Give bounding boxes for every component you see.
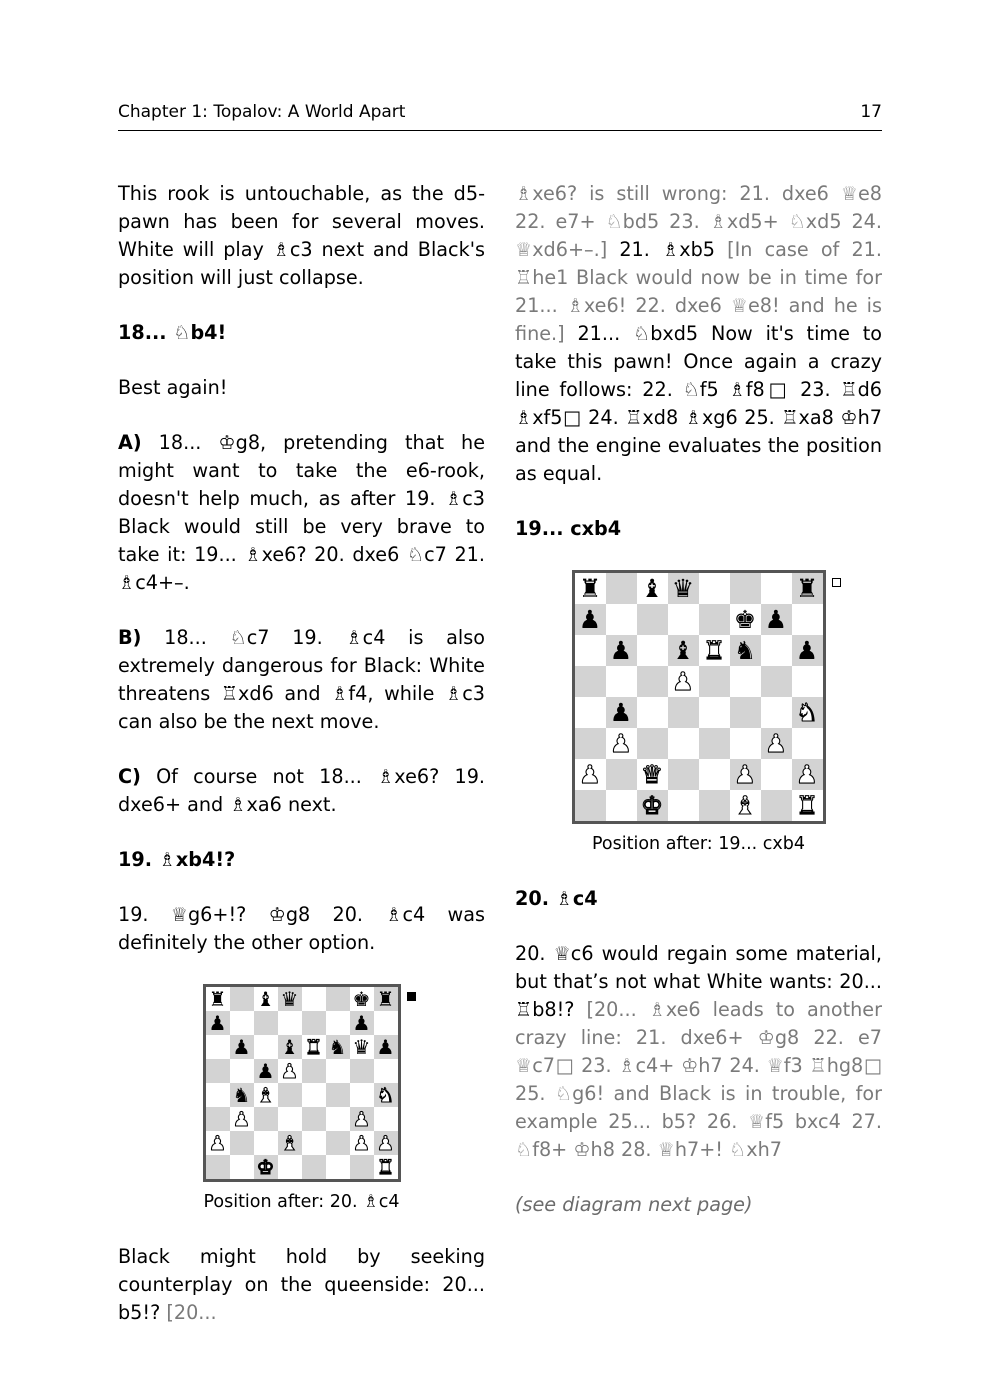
- board-square: [637, 790, 668, 821]
- board-square: [230, 1011, 254, 1035]
- black-queen-icon: ♛: [280, 987, 299, 1011]
- variation-c: [118, 763, 485, 819]
- diagram-caption: Position after: 19... cxb4: [592, 834, 805, 854]
- black-queen-icon: ♛: [671, 574, 695, 603]
- main-line: 20. ♕c6 would regain some material, but that’s not what White wants: 20... ♖b8!?: [515, 942, 882, 1021]
- white-knight-icon: ♞: [795, 698, 819, 727]
- board-square: [254, 987, 278, 1011]
- board-square: [278, 1035, 302, 1059]
- board-square: [302, 1107, 326, 1131]
- move-heading: 19... cxb4: [515, 517, 622, 540]
- board-square: [792, 573, 823, 604]
- board-square: [230, 1155, 254, 1179]
- black-rook-icon: ♜: [208, 987, 227, 1011]
- board-square: [206, 1035, 230, 1059]
- board-square: [230, 987, 254, 1011]
- note: (see diagram next page): [515, 1193, 753, 1216]
- white-rook-icon: ♜: [304, 1035, 323, 1059]
- board-square: [350, 1107, 374, 1131]
- variation-label: A): [118, 431, 142, 454]
- board-square: [699, 573, 730, 604]
- board-square: [730, 666, 761, 697]
- black-pawn-icon: ♟: [764, 605, 788, 634]
- paragraph: [515, 940, 882, 1164]
- board-square: [699, 728, 730, 759]
- board-square: [230, 1107, 254, 1131]
- board-square: [730, 790, 761, 821]
- board-square: [374, 1035, 398, 1059]
- side-to-move-indicator: [832, 578, 841, 587]
- board-square: [637, 666, 668, 697]
- black-pawn-icon: ♟: [609, 698, 633, 727]
- board-square: [730, 573, 761, 604]
- board-square: [278, 1059, 302, 1083]
- board-square: [699, 697, 730, 728]
- move-heading: 18... ♘b4!: [118, 321, 227, 344]
- board-square: [606, 666, 637, 697]
- board-square: [350, 1035, 374, 1059]
- paragraph: 19. ♕g6+!? ♔g8 20. ♗c4 was definitely the other option.: [118, 903, 485, 954]
- board-square: [302, 987, 326, 1011]
- white-king-icon: ♚: [256, 1155, 275, 1179]
- white-pawn-icon: ♟: [232, 1107, 251, 1131]
- board-square: [606, 759, 637, 790]
- move-heading: 19. ♗xb4!?: [118, 848, 236, 871]
- white-bishop-icon: ♝: [256, 1083, 275, 1107]
- variation-line: [In case of 21. ♖he1 Black would now be in time for 21... ♗xe6! 22. dxe6 ♕e8! and he is fine.]: [515, 238, 882, 345]
- board-square: [730, 635, 761, 666]
- black-pawn-icon: ♟: [208, 1011, 227, 1035]
- chess-board: [203, 984, 401, 1182]
- board-square: [374, 1107, 398, 1131]
- black-pawn-icon: ♟: [578, 605, 602, 634]
- board-square: [326, 1059, 350, 1083]
- board-square: [637, 573, 668, 604]
- board-square: [575, 728, 606, 759]
- black-bishop-icon: ♝: [256, 987, 275, 1011]
- board-square: [326, 1131, 350, 1155]
- board-square: [326, 1035, 350, 1059]
- white-bishop-icon: ♝: [733, 791, 757, 820]
- board-square: [350, 1131, 374, 1155]
- chess-board: [572, 570, 826, 824]
- black-rook-icon: ♜: [795, 574, 819, 603]
- board-square: [606, 790, 637, 821]
- board-square: [699, 790, 730, 821]
- board-square: [575, 666, 606, 697]
- board-square: [668, 759, 699, 790]
- white-pawn-icon: ♟: [609, 729, 633, 758]
- board-square: [761, 697, 792, 728]
- board-square: [637, 635, 668, 666]
- white-pawn-icon: ♟: [733, 760, 757, 789]
- black-rook-icon: ♜: [578, 574, 602, 603]
- board-square: [668, 604, 699, 635]
- board-square: [206, 1107, 230, 1131]
- black-knight-icon: ♞: [232, 1083, 251, 1107]
- board-square: [350, 1083, 374, 1107]
- main-line: 21. ♗xb5: [607, 238, 728, 261]
- board-square: [792, 604, 823, 635]
- board-square: [668, 790, 699, 821]
- board-square: [668, 697, 699, 728]
- board-square: [606, 635, 637, 666]
- board-square: [792, 790, 823, 821]
- board-square: [792, 666, 823, 697]
- board-square: [374, 1155, 398, 1179]
- board-square: [637, 697, 668, 728]
- board-square: [206, 987, 230, 1011]
- paragraph: Best again!: [118, 376, 228, 399]
- variation-line: [20...: [166, 1301, 217, 1324]
- board-square: [575, 697, 606, 728]
- board-square: [302, 1083, 326, 1107]
- board-square: [606, 573, 637, 604]
- white-pawn-icon: ♟: [578, 760, 602, 789]
- board-square: [302, 1035, 326, 1059]
- white-bishop-icon: ♝: [280, 1131, 299, 1155]
- board-square: [606, 728, 637, 759]
- white-knight-icon: ♞: [376, 1083, 395, 1107]
- board-square: [254, 1083, 278, 1107]
- white-king-icon: ♚: [640, 791, 664, 820]
- board-square: [302, 1131, 326, 1155]
- board-square: [278, 987, 302, 1011]
- black-pawn-icon: ♟: [256, 1059, 275, 1083]
- move-heading: 20. ♗c4: [515, 887, 598, 910]
- board-square: [278, 1011, 302, 1035]
- white-pawn-icon: ♟: [352, 1107, 371, 1131]
- variation-text: Of course not 18... ♗xe6? 19. dxe6+ and ♗xa6 next.: [118, 765, 485, 816]
- board-square: [761, 728, 792, 759]
- board-square: [575, 790, 606, 821]
- white-pawn-icon: ♟: [764, 729, 788, 758]
- black-rook-icon: ♜: [376, 987, 395, 1011]
- black-bishop-icon: ♝: [640, 574, 664, 603]
- black-king-icon: ♚: [352, 987, 371, 1011]
- board-square: [668, 635, 699, 666]
- board-square: [668, 573, 699, 604]
- board-square: [278, 1155, 302, 1179]
- board-square: [699, 759, 730, 790]
- board-square: [230, 1059, 254, 1083]
- board-square: [606, 604, 637, 635]
- white-queen-icon: ♛: [640, 760, 664, 789]
- board-square: [637, 604, 668, 635]
- board-square: [575, 635, 606, 666]
- board-square: [278, 1131, 302, 1155]
- board-square: [761, 604, 792, 635]
- board-square: [254, 1131, 278, 1155]
- board-square: [350, 987, 374, 1011]
- board-square: [637, 759, 668, 790]
- main-line: 21... ♘bxd5 Now it's time to take this pawn! Once again a crazy line follows: 22. ♘f5 ♗f8□ 23. ♖d6 ♗xf5□ 24. ♖xd8 ♗xg6 25. ♖xa8 ♔h7 and the engine evaluates the position as equal.: [515, 322, 882, 485]
- board-square: [230, 1083, 254, 1107]
- white-pawn-icon: ♟: [376, 1131, 395, 1155]
- board-square: [254, 1059, 278, 1083]
- board-square: [730, 728, 761, 759]
- board-square: [792, 635, 823, 666]
- board-square: [206, 1083, 230, 1107]
- chapter-title: Chapter 1: Topalov: A World Apart: [118, 102, 406, 122]
- black-pawn-icon: ♟: [352, 1011, 371, 1035]
- variation-line: ♗xe6? is still wrong: 21. dxe6 ♕e8 22. e7+ ♘bd5 23. ♗xd5+ ♘xd5 24. ♕xd6+–.]: [515, 182, 882, 261]
- paragraph: [118, 1243, 485, 1327]
- black-knight-icon: ♞: [328, 1035, 347, 1059]
- board-square: [374, 987, 398, 1011]
- board-square: [668, 666, 699, 697]
- main-line: Black might hold by seeking counterplay on the queenside: 20... b5!?: [118, 1245, 485, 1324]
- black-knight-icon: ♞: [733, 636, 757, 665]
- board-square: [350, 1155, 374, 1179]
- board-square: [278, 1107, 302, 1131]
- board-square: [326, 1083, 350, 1107]
- chess-diagram: [118, 984, 485, 1216]
- board-square: [350, 1011, 374, 1035]
- board-square: [206, 1011, 230, 1035]
- paragraph: [515, 180, 882, 488]
- board-square: [302, 1059, 326, 1083]
- black-queen-icon: ♛: [352, 1035, 371, 1059]
- board-square: [254, 1155, 278, 1179]
- board-square: [761, 666, 792, 697]
- white-rook-icon: ♜: [376, 1155, 395, 1179]
- white-rook-icon: ♜: [795, 791, 819, 820]
- side-to-move-indicator: [407, 992, 416, 1001]
- black-bishop-icon: ♝: [280, 1035, 299, 1059]
- board-square: [206, 1155, 230, 1179]
- board-square: [230, 1035, 254, 1059]
- board-square: [350, 1059, 374, 1083]
- page-header: [118, 100, 882, 131]
- board-square: [637, 728, 668, 759]
- board-square: [230, 1131, 254, 1155]
- right-column: [515, 180, 882, 1246]
- board-square: [699, 604, 730, 635]
- board-square: [575, 604, 606, 635]
- board-square: [575, 759, 606, 790]
- board-square: [278, 1083, 302, 1107]
- board-square: [730, 697, 761, 728]
- chess-diagram: [515, 570, 882, 858]
- board-square: [730, 759, 761, 790]
- black-bishop-icon: ♝: [671, 636, 695, 665]
- white-pawn-icon: ♟: [352, 1131, 371, 1155]
- variation-label: C): [118, 765, 141, 788]
- board-square: [730, 604, 761, 635]
- board-square: [326, 1011, 350, 1035]
- black-pawn-icon: ♟: [232, 1035, 251, 1059]
- black-pawn-icon: ♟: [795, 636, 819, 665]
- board-square: [254, 1035, 278, 1059]
- paragraph: This rook is untouchable, as the d5-pawn has been for several moves. White will play ♗c3 next and Black's position will just collapse.: [118, 182, 485, 289]
- board-square: [792, 697, 823, 728]
- diagram-caption: Position after: 20. ♗c4: [203, 1192, 400, 1212]
- page-number: 17: [860, 102, 882, 122]
- white-pawn-icon: ♟: [280, 1059, 299, 1083]
- board-square: [326, 1155, 350, 1179]
- board-square: [302, 1155, 326, 1179]
- left-column: [118, 180, 485, 1327]
- black-pawn-icon: ♟: [376, 1035, 395, 1059]
- board-square: [699, 666, 730, 697]
- board-square: [792, 759, 823, 790]
- board-square: [374, 1011, 398, 1035]
- board-square: [206, 1059, 230, 1083]
- white-pawn-icon: ♟: [671, 667, 695, 696]
- variation-text: 18... ♘c7 19. ♗c4 is also extremely dangerous for Black: White threatens ♖xd6 and ♗f4, while ♗c3 can also be the next move.: [118, 626, 485, 733]
- white-rook-icon: ♜: [702, 636, 726, 665]
- black-pawn-icon: ♟: [609, 636, 633, 665]
- white-pawn-icon: ♟: [795, 760, 819, 789]
- board-square: [374, 1059, 398, 1083]
- variation-text: 18... ♔g8, pretending that he might want to take the e6-rook, doesn't help much, as after 19. ♗c3 Black would still be very brave to take it: 19... ♗xe6? 20. dxe6 ♘c7 21. ♗c4+–.: [118, 431, 485, 594]
- board-square: [374, 1131, 398, 1155]
- variation-b: [118, 624, 485, 736]
- board-square: [792, 728, 823, 759]
- board-square: [302, 1011, 326, 1035]
- board-square: [761, 790, 792, 821]
- board-square: [606, 697, 637, 728]
- board-square: [761, 573, 792, 604]
- variation-line: [20... ♗xe6 leads to another crazy line: 21. dxe6+ ♔g8 22. e7 ♕c7□ 23. ♗c4+ ♔h7 24. ♕f3 ♖hg8□ 25. ♘g6! and Black is in trouble, for example 25... b5? 26. ♕f5 bxc4 27. ♘f8+ ♔h8 28. ♕h7+! ♘xh7: [515, 998, 882, 1161]
- board-square: [254, 1011, 278, 1035]
- variation-a: [118, 429, 485, 597]
- white-pawn-icon: ♟: [208, 1131, 227, 1155]
- board-square: [206, 1131, 230, 1155]
- board-square: [326, 987, 350, 1011]
- board-square: [761, 759, 792, 790]
- board-square: [668, 728, 699, 759]
- variation-label: B): [118, 626, 142, 649]
- board-square: [699, 635, 730, 666]
- board-square: [326, 1107, 350, 1131]
- board-square: [254, 1107, 278, 1131]
- board-square: [575, 573, 606, 604]
- board-square: [761, 635, 792, 666]
- black-king-icon: ♚: [733, 605, 757, 634]
- board-square: [374, 1083, 398, 1107]
